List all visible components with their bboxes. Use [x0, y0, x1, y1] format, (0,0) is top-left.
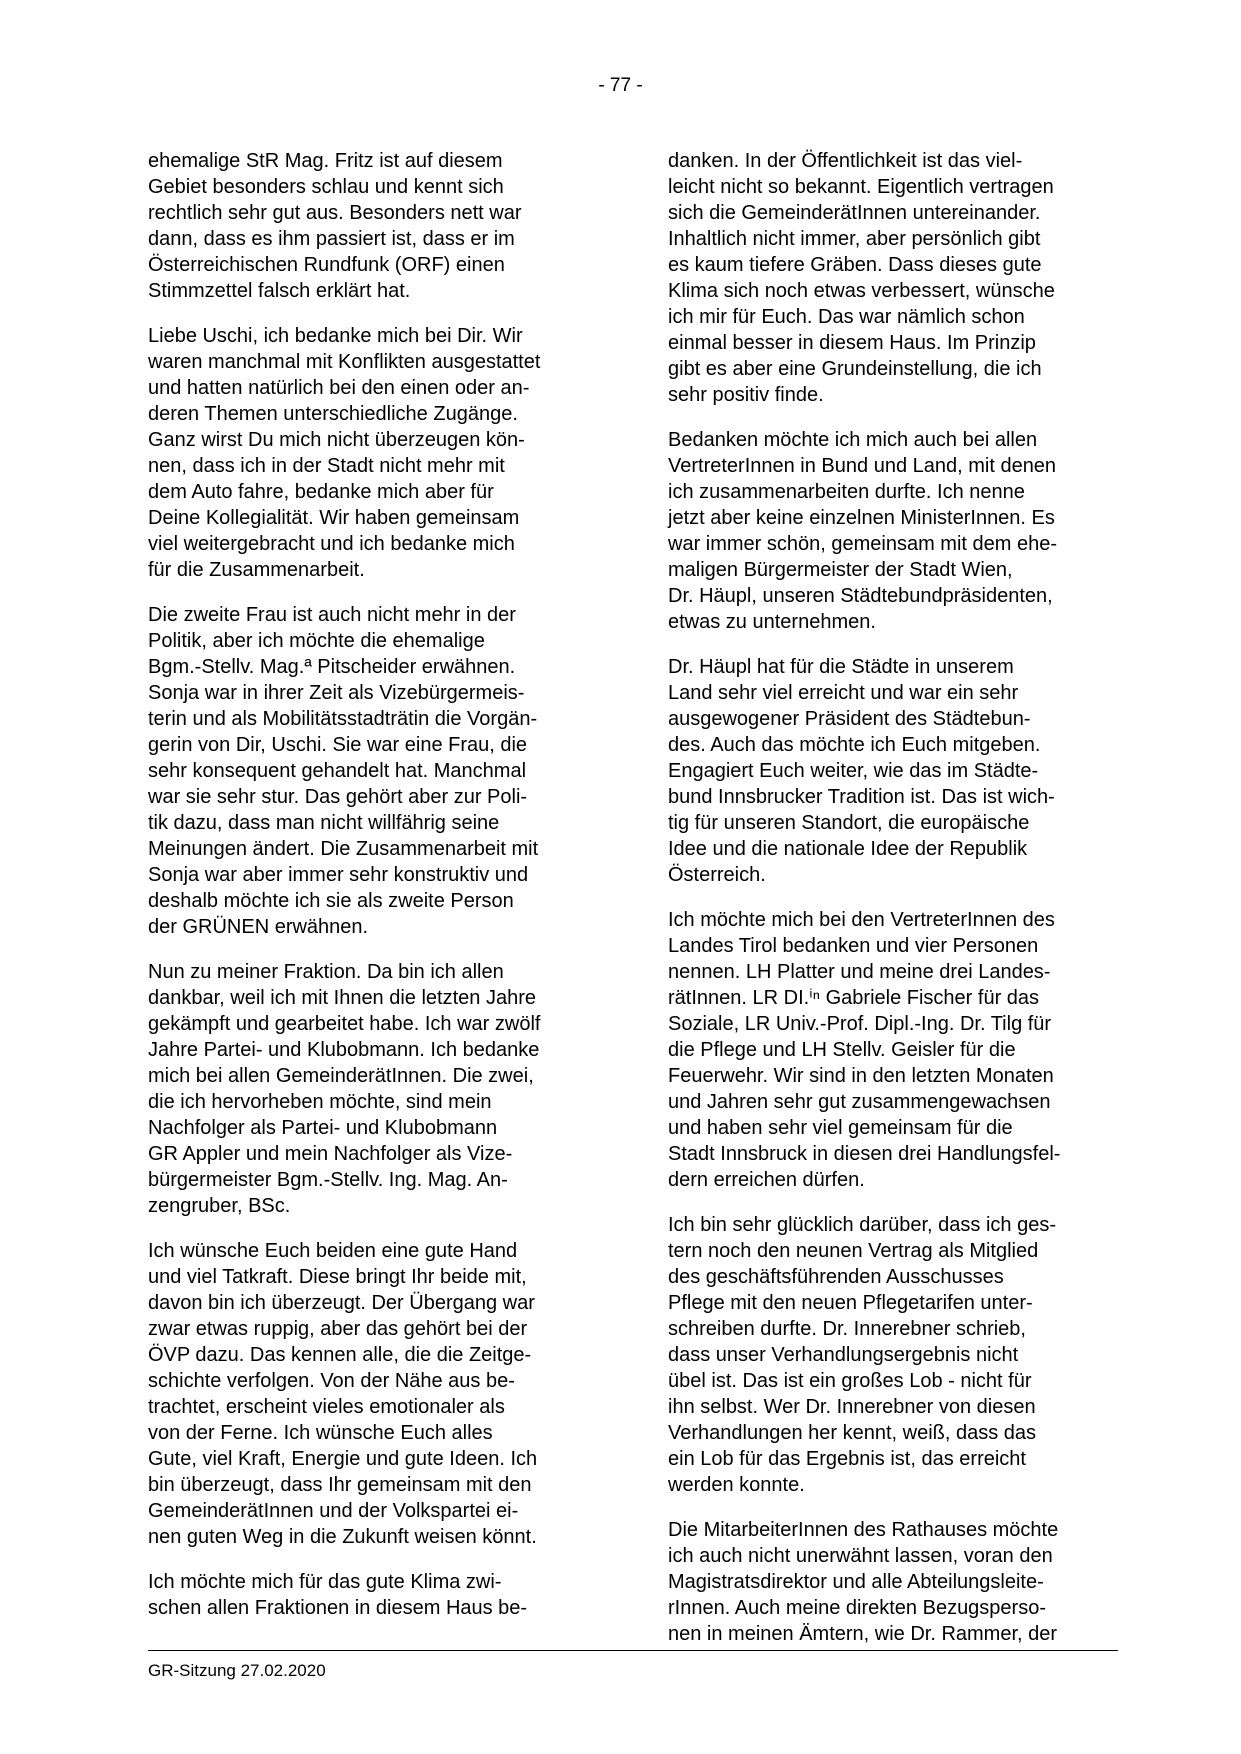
page-number: - 77 - [598, 75, 643, 96]
paragraph: Ich bin sehr glücklich darüber, dass ich ges- tern noch den neunen Vertrag als Mitglied des geschäftsführenden Ausschusses Pflege mit den neuen Pflegetarifen unter- schreiben durfte. Dr. Innerebner schrieb, dass unser Verhandlungsergebnis nicht übel ist. Das ist ein großes Lob - nicht für ihn selbst. Wer Dr. Innerebner von diesen Verhandlungen her kennt, weiß, dass das ein Lob für das Ergebnis ist, das erreicht werden konnte. [668, 1214, 1056, 1496]
paragraph: Die zweite Frau ist auch nicht mehr in der Politik, aber ich möchte die ehemalige Bgm.-Stellv. Mag.ª Pitscheider erwähnen. Sonja war in ihrer Zeit als Vizebürgermeis- terin und als Mobilitätsstadträtin die Vorgän- gerin von Dir, Uschi. Sie war eine Frau, die sehr konsequent gehandelt hat. Manchmal war sie sehr stur. Das gehört aber zur Poli- tik dazu, dass man nicht willfährig seine Meinungen ändert. Die Zusammenarbeit mit Sonja war aber immer sehr konstruktiv und deshalb möchte ich sie als zweite Person der GRÜNEN erwähnen. [148, 604, 539, 938]
paragraph: Ich möchte mich bei den VertreterInnen des Landes Tirol bedanken und vier Personen nennen. LH Platter und meine drei Landes- rätInnen. LR DI.ⁱⁿ Gabriele Fischer für das Soziale, LR Univ.-Prof. Dipl.-Ing. Dr. Tilg für die Pflege und LH Stellv. Geisler für die Feuerwehr. Wir sind in den letzten Monaten und Jahren sehr gut zusammengewachsen und haben sehr viel gemeinsam für die Stadt Innsbruck in diesen drei Handlungsfel- dern erreichen dürfen. [668, 909, 1061, 1191]
paragraph: Ich wünsche Euch beiden eine gute Hand und viel Tatkraft. Diese bringt Ihr beide mit, davon bin ich überzeugt. Der Übergang war zwar etwas ruppig, aber das gehört bei der ÖVP dazu. Das kennen alle, die die Zeitge- schichte verfolgen. Von der Nähe aus be- trachtet, erscheint vieles emotionaler als von der Ferne. Ich wünsche Euch alles Gute, viel Kraft, Energie und gute Ideen. Ich bin überzeugt, dass Ihr gemeinsam mit den GemeinderätInnen und der Volkspartei ei- nen guten Weg in die Zukunft weisen könnt. [148, 1240, 538, 1548]
footer-divider [148, 1650, 1118, 1651]
left-column [148, 148, 604, 1640]
paragraph: danken. In der Öffentlichkeit ist das viel- leicht nicht so bekannt. Eigentlich vertragen sich die GemeinderätInnen untereinander. Inhaltlich nicht immer, aber persönlich gibt es kaum tiefere Gräben. Dass dieses gute Klima sich noch etwas verbessert, wünsche ich mir für Euch. Das war nämlich schon einmal besser in diesem Haus. Im Prinzip gibt es aber eine Grundeinstellung, die ich sehr positiv finde. [668, 150, 1055, 406]
paragraph: Ich möchte mich für das gute Klima zwi- schen allen Fraktionen in diesem Haus be- [148, 1571, 528, 1619]
paragraph: Dr. Häupl hat für die Städte in unserem Land sehr viel erreicht und war ein sehr ausgewogener Präsident des Städtebun- des. Auch das möchte ich Euch mitgeben. Engagiert Euch weiter, wie das im Städte- bund Innsbrucker Tradition ist. Das ist wich- tig für unseren Standort, die europäische Idee und die nationale Idee der Republik Österreich. [668, 656, 1055, 886]
paragraph: Liebe Uschi, ich bedanke mich bei Dir. Wir waren manchmal mit Konflikten ausgestattet und hatten natürlich bei den einen oder an- deren Themen unterschiedliche Zugänge. Ganz wirst Du mich nicht überzeugen kön- nen, dass ich in der Stadt nicht mehr mit dem Auto fahre, bedanke mich aber für Deine Kollegialität. Wir haben gemeinsam viel weitergebracht und ich bedanke mich für die Zusammenarbeit. [148, 325, 541, 581]
paragraph: Bedanken möchte ich mich auch bei allen VertreterInnen in Bund und Land, mit denen ich zusammenarbeiten durfte. Ich nenne jetzt aber keine einzelnen MinisterInnen. Es war immer schön, gemeinsam mit dem ehe- maligen Bürgermeister der Stadt Wien, Dr. Häupl, unseren Städtebundpräsidenten, etwas zu unternehmen. [668, 429, 1058, 633]
paragraph: Die MitarbeiterInnen des Rathauses möchte ich auch nicht unerwähnt lassen, voran den Magistratsdirektor und alle Abteilungsleite- rInnen. Auch meine direkten Bezugsperso- nen in meinen Ämtern, wie Dr. Rammer, der [668, 1519, 1059, 1645]
footer-session-date: GR-Sitzung 27.02.2020 [148, 1661, 326, 1680]
right-column [668, 148, 1124, 1666]
paragraph: ehemalige StR Mag. Fritz ist auf diesem Gebiet besonders schlau und kennt sich rechtlich sehr gut aus. Besonders nett war dann, dass es ihm passiert ist, dass er im Österreichischen Rundfunk (ORF) einen Stimmzettel falsch erklärt hat. [148, 150, 522, 302]
paragraph: Nun zu meiner Fraktion. Da bin ich allen dankbar, weil ich mit Ihnen die letzten Jahre gekämpft und gearbeitet habe. Ich war zwölf Jahre Partei- und Klubobmann. Ich bedanke mich bei allen GemeinderätInnen. Die zwei, die ich hervorheben möchte, sind mein Nachfolger als Partei- und Klubobmann GR Appler und mein Nachfolger als Vize- bürgermeister Bgm.-Stellv. Ing. Mag. An- zengruber, BSc. [148, 961, 541, 1217]
